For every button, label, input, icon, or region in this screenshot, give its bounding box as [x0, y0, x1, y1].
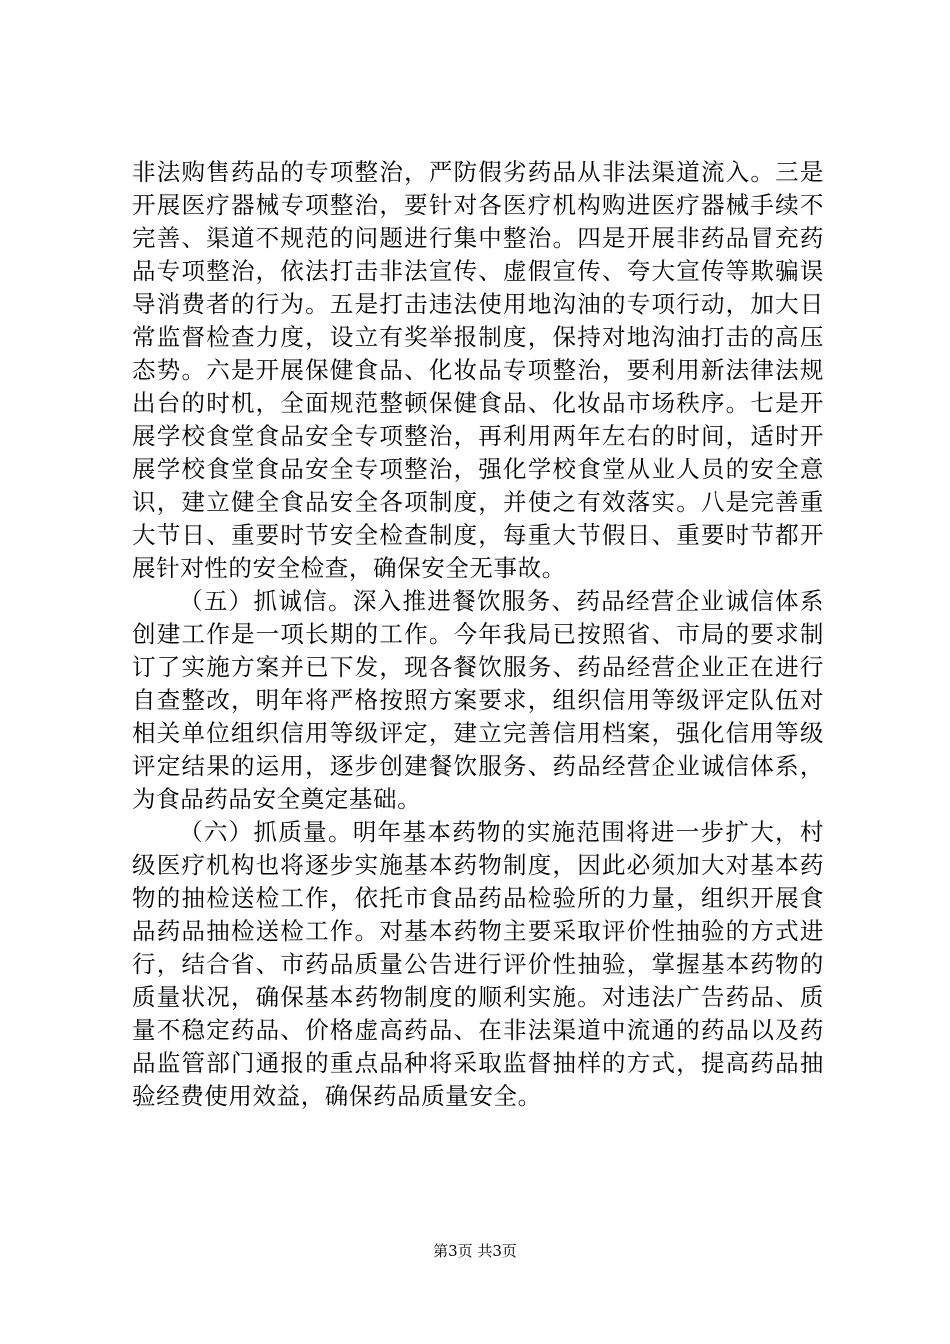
- paragraph-quality: （六）抓质量。明年基本药物的实施范围将进一步扩大，村级医疗机构也将逐步实施基本药物制度，因此必须加大对基本药物的抽检送检工作，依托市食品药品检验所的力量，组织开展食品药品抽检送检工作。对基本药物主要采取评价性抽验的方式进行，结合省、市药品质量公告进行评价性抽验，掌握基本药物的质量状况，确保基本药物制度的顺利实施。对违法广告药品、质量不稳定药品、价格虚高药品、在非法渠道中流通的药品以及药品监管部门通报的重点品种将采取监督抽样的方式，提高药品抽验经费使用效益，确保药品质量安全。: [132, 818, 824, 1110]
- document-body: [132, 156, 824, 1113]
- paragraph-integrity: （五）抓诚信。深入推进餐饮服务、药品经营企业诚信体系创建工作是一项长期的工作。今年我局已按照省、市局的要求制订了实施方案并已下发，现各餐饮服务、药品经营企业正在进行自查整改，明年将严格按照方案要求，组织信用等级评定队伍对相关单位组织信用等级评定，建立完善信用档案，强化信用等级评定结果的运用，逐步创建餐饮服务、药品经营企业诚信体系，为食品药品安全奠定基础。: [132, 587, 824, 813]
- paragraph-rectification-items: 非法购售药品的专项整治，严防假劣药品从非法渠道流入。三是开展医疗器械专项整治，要针对各医疗机构购进医疗器械手续不完善、渠道不规范的问题进行集中整治。四是开展非药品冒充药品专项整治，依法打击非法宣传、虚假宣传、夸大宣传等欺骗误导消费者的行为。五是打击违法使用地沟油的专项行动，加大日常监督检查力度，设立有奖举报制度，保持对地沟油打击的高压态势。六是开展保健食品、化妆品专项整治，要利用新法律法规出台的时机，全面规范整顿保健食品、化妆品市场秩序。七是开展学校食堂食品安全专项整治，再利用两年左右的时间，适时开展学校食堂食品安全专项整治，强化学校食堂从业人员的安全意识，建立健全食品安全各项制度，并使之有效落实。八是完善重大节日、重要时节安全检查制度，每重大节假日、重要时节都开展针对性的安全检查，确保安全无事故。: [132, 158, 824, 582]
- page-footer: 第3页 共3页: [433, 1242, 517, 1260]
